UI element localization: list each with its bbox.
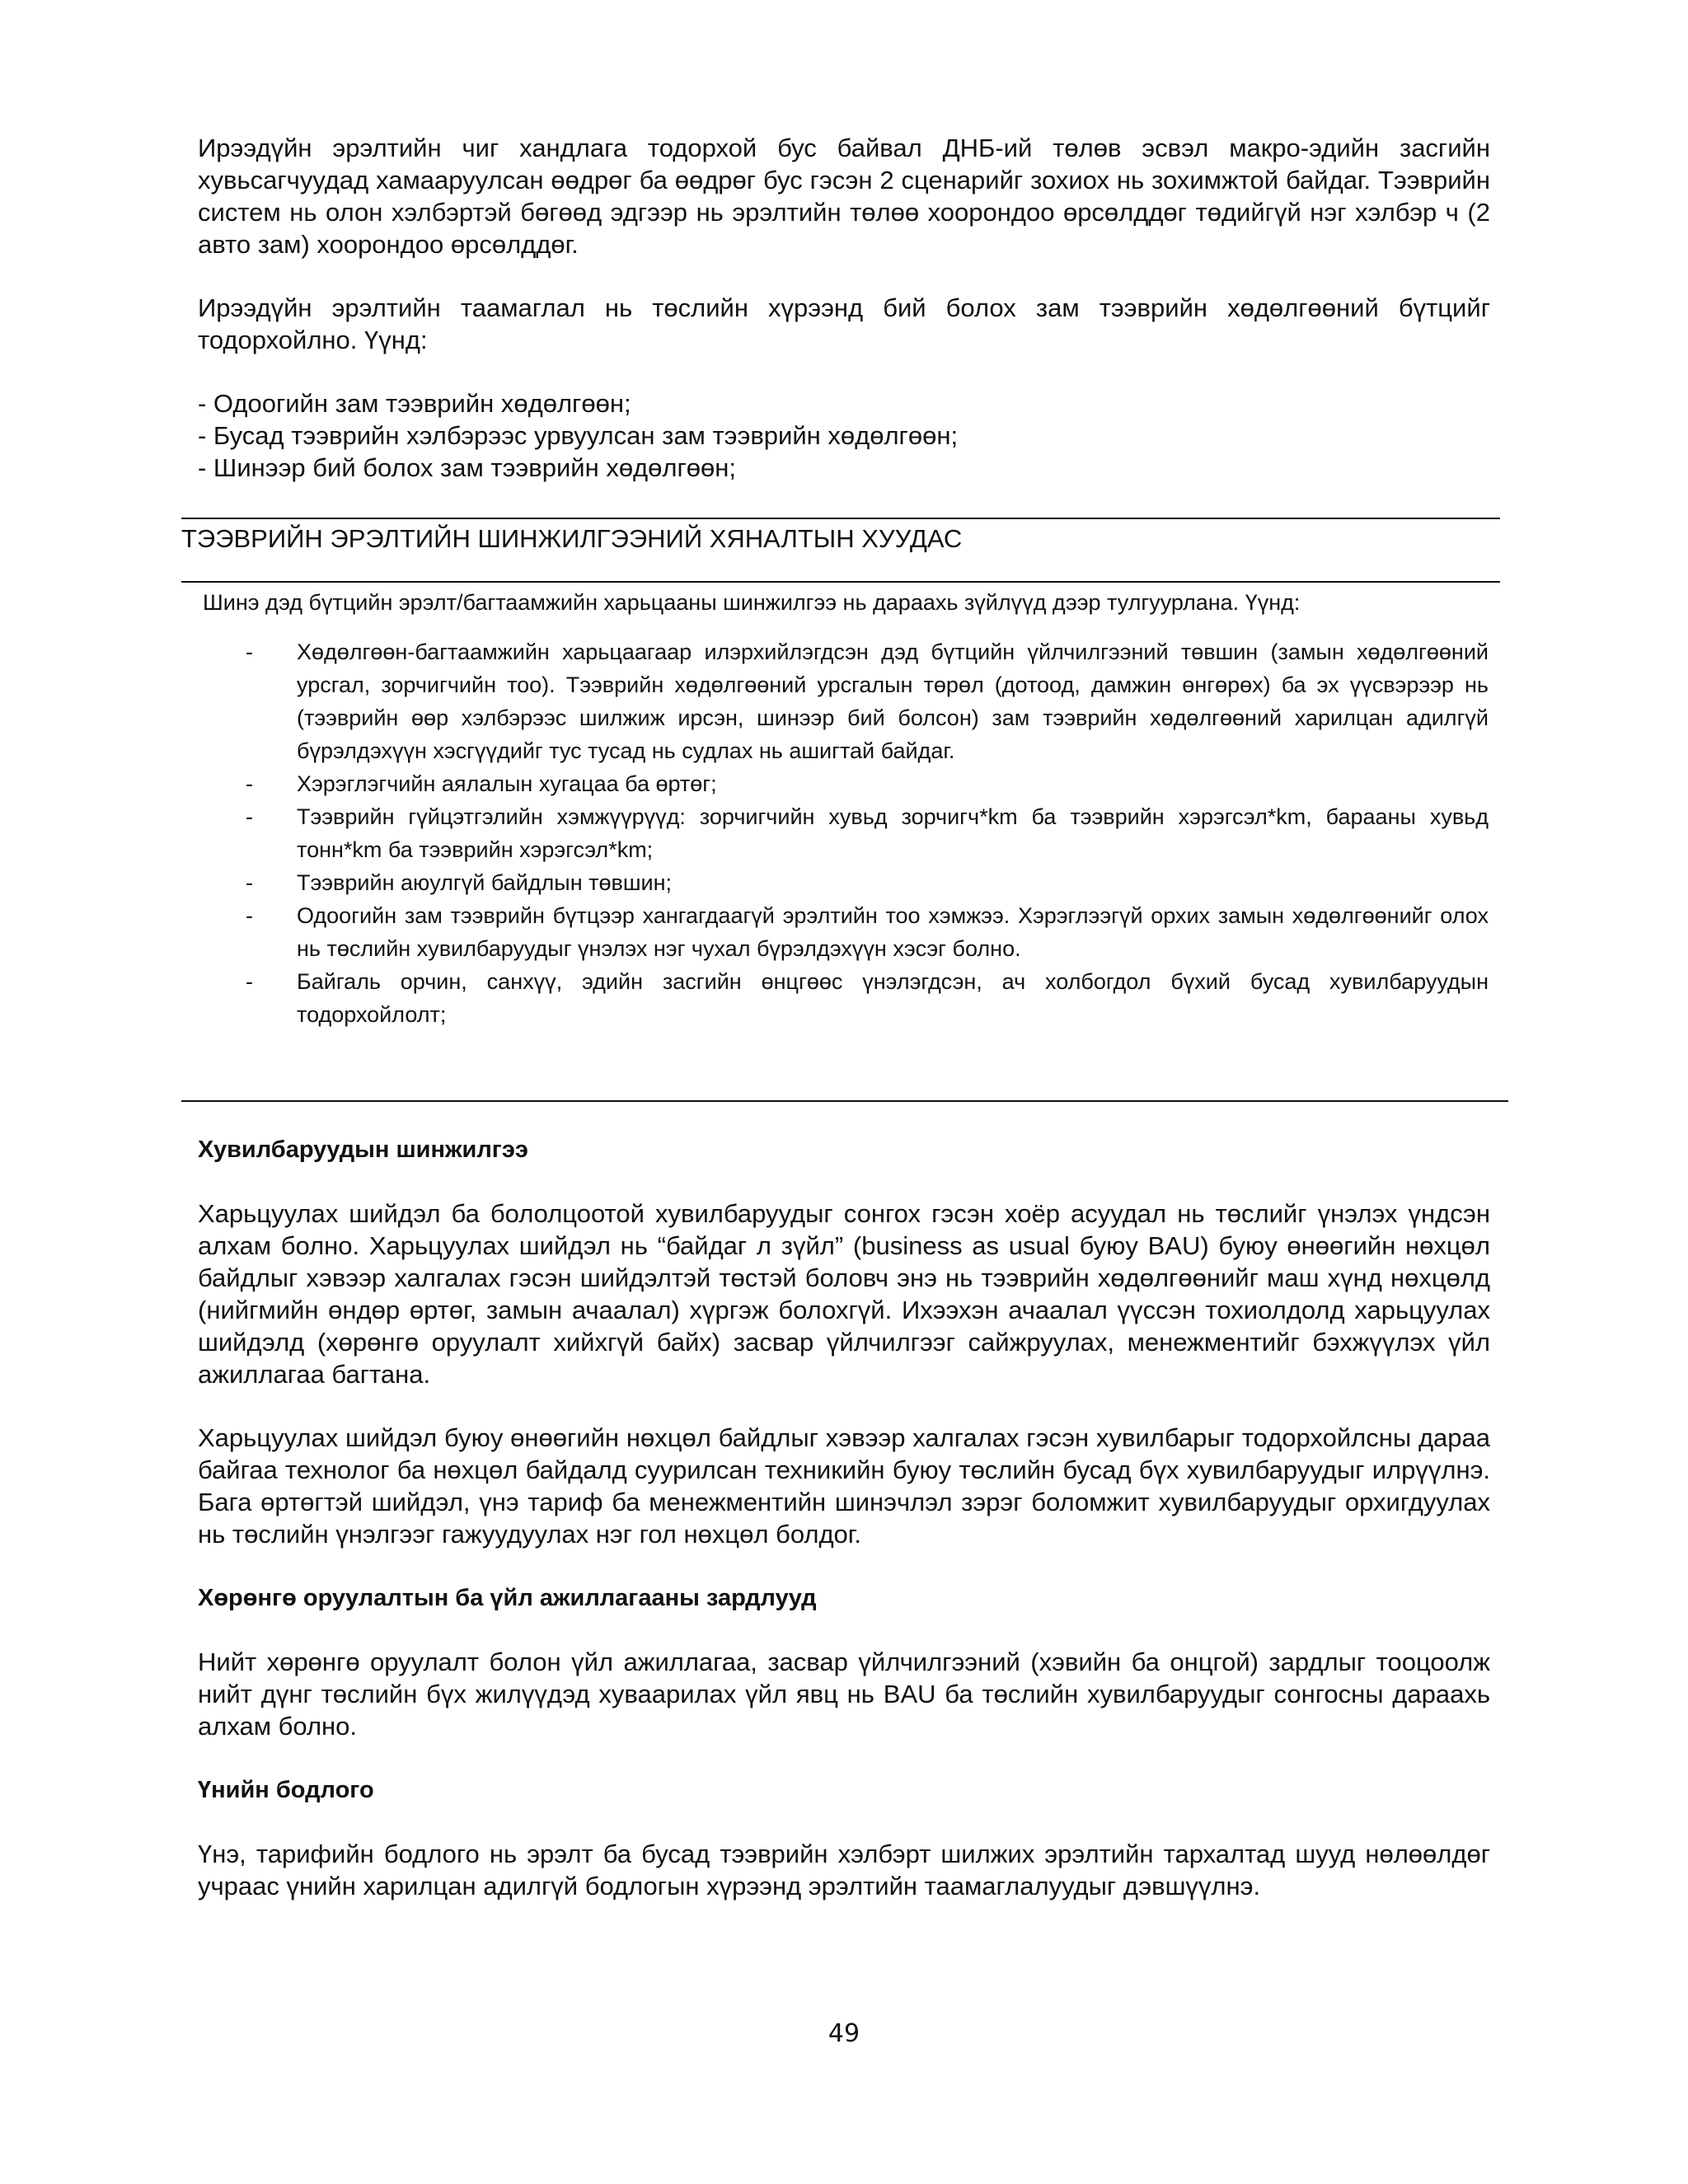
- heading-investment-costs: Хөрөнгө оруулалтын ба үйл ажиллагааны зардлууд: [198, 1585, 817, 1611]
- bullet-dash: -: [246, 804, 253, 829]
- bullet-dash: -: [246, 969, 253, 994]
- checklist-bottom-rule: [181, 1100, 1508, 1102]
- heading-pricing-policy: Үнийн бодлого: [198, 1777, 374, 1803]
- list-item: - Бусад тээврийн хэлбэрээс урвуулсан зам тээврийн хөдөлгөөн;: [198, 421, 959, 450]
- list-item: [181, 965, 1500, 1031]
- list-item: [181, 899, 1500, 965]
- paragraph-baseline-solution: Харьцуулах шийдэл ба бололцоотой хувилбаруудыг сонгох гэсэн хоёр асуудал нь төслийг үнэлэх үндсэн алхам болно. Харьцуулах шийдэл нь “байдаг л зүйл” (business as usual буюу BAU) буюу өнөөгийн нөхцөл байдлыг хэвээр халгалах гэсэн шийдэлтэй төстэй боловч энэ нь тээврийн хөдөлгөөнийг маш хүнд нөхцөлд (нийгмийн өндөр өртөг, замын ачаалал) хүргэж болохгүй. Ихээхэн ачаалал үүссэн тохиолдолд харьцуулах шийдэлд (хөрөнгө оруулалт хийхгүй байх) засвар үйлчилгээг сайжруулах, менежментийг бэхжүүлэх үйл ажиллагаа багтана.: [198, 1199, 1490, 1389]
- list-item-text: Тээврийн гүйцэтгэлийн хэмжүүрүүд: зорчигчийн хувьд зорчигч*km ба тээврийн хэрэгсэл*km, барааны хувьд тонн*km ба тээврийн хэрэгсэл*km;: [297, 804, 1489, 862]
- checklist-items: [181, 635, 1500, 1031]
- list-item: [181, 800, 1500, 866]
- paragraph-demand-forecast: Ирээдүйн эрэлтийн таамаглал нь төслийн хүрээнд бий болох зам тээврийн хөдөлгөөний бүтцийг тодорхойлно. Үүнд:: [198, 293, 1490, 354]
- list-item-text: Хэрэглэгчийн аялалын хугацаа ба өртөг;: [297, 771, 717, 796]
- list-item: [181, 767, 1500, 800]
- paragraph-pricing-policy: Үнэ, тарифийн бодлого нь эрэлт ба бусад тээврийн хэлбэрт шилжих эрэлтийн тархалтад шууд нөлөөлдөг учраас үнийн харилцан адилгүй бодлогын хүрээнд эрэлтийн таамаглалуудыг дэвшүүлнэ.: [198, 1840, 1490, 1900]
- bullet-dash: -: [246, 771, 253, 796]
- page-number: 49: [828, 2019, 860, 2048]
- list-item-text: Тээврийн аюулгүй байдлын төвшин;: [297, 870, 672, 895]
- list-item: [181, 866, 1500, 899]
- list-item-text: Байгаль орчин, санхүү, эдийн засгийн өнцгөөс үнэлэгдсэн, ач холбогдол бүхий бусад хувилбаруудын тодорхойлолт;: [297, 969, 1489, 1027]
- top-text: [198, 132, 1490, 484]
- list-item: [181, 635, 1500, 767]
- list-item-text: Хөдөлгөөн-багтаамжийн харьцаагаар илэрхийлэгдсэн дэд бүтцийн үйлчилгээний төвшин (замын хөдөлгөөний урсгал, зорчигчийн тоо). Тээврийн хөдөлгөөний урсгалын төрөл (дотоод, дамжин өнгөрөх) ба эх үүсвэрээр нь (тээврийн өөр хэлбэрээс шилжиж ирсэн, шинээр бий болсон) зам тээврийн хөдөлгөөний харилцан адилгүй бүрэлдэхүүн хэсгүүдийг тус тусад нь судлах нь ашигтай байдаг.: [297, 640, 1489, 763]
- paragraph-demand-scenarios: Ирээдүйн эрэлтийн чиг хандлага тодорхой бус байвал ДНБ-ий төлөв эсвэл макро-эдийн засгийн хувьсагчуудад хамааруулсан өөдрөг ба өөдрөг бус гэсэн 2 сценарийг зохиох нь зохимжтой байдаг. Тээврийн систем нь олон хэлбэртэй бөгөөд эдгээр нь эрэлтийн төлөө хоорондоо өрсөлддөг төдийгүй нэг хэлбэр ч (2 авто зам) хоорондоо өрсөлддөг.: [198, 134, 1490, 259]
- paragraph-alternatives: Харьцуулах шийдэл буюу өнөөгийн нөхцөл байдлыг хэвээр халгалах гэсэн хувилбарыг тодорхойлсны дараа байгаа технолог ба нөхцөл байдалд суурилсан техникийн буюу төслийн бусад бүх хувилбаруудыг илрүүлнэ. Бага өртөгтэй шийдэл, үнэ тариф ба менежментийн шинэчлэл зэрэг боломжит хувилбаруудыг орхигдуулах нь төслийн үнэлгээг гажуудуулах нэг гол нөхцөл болдог.: [198, 1423, 1490, 1549]
- bullet-dash: -: [246, 870, 253, 895]
- checklist-title: ТЭЭВРИЙН ЭРЭЛТИЙН ШИНЖИЛГЭЭНИЙ ХЯНАЛТЫН ХУУДАС: [181, 518, 1500, 555]
- checklist-box: [181, 581, 1500, 1031]
- list-item: - Шинээр бий болох зам тээврийн хөдөлгөөн;: [198, 453, 736, 482]
- bullet-dash: -: [246, 640, 253, 664]
- list-item: - Одоогийн зам тээврийн хөдөлгөөн;: [198, 389, 631, 418]
- sections: [198, 1133, 1490, 1902]
- checklist-intro: Шинэ дэд бүтцийн эрэлт/багтаамжийн харьцааны шинжилгээ нь дараахь зүйлүүд дээр тулгуурлана. Үүнд:: [203, 590, 1301, 615]
- paragraph-investment-costs: Нийт хөрөнгө оруулалт болон үйл ажиллагаа, засвар үйлчилгээний (хэвийн ба онцгой) зардлыг тооцоолж нийт дүнг төслийн бүх жилүүдэд хуваарилах үйл явц нь BAU ба төслийн хувилбаруудыг сонгосны дараахь алхам болно.: [198, 1647, 1490, 1741]
- traffic-types-list: [198, 387, 1490, 484]
- bullet-dash: -: [246, 903, 253, 928]
- list-item-text: Одоогийн зам тээврийн бүтцээр хангагдаагүй эрэлтийн тоо хэмжээ. Хэрэглээгүй орхих замын хөдөлгөөнийг олох нь төслийн хувилбаруудыг үнэлэх нэг чухал бүрэлдэхүүн хэсэг болно.: [297, 903, 1489, 961]
- heading-alternatives-analysis: Хувилбаруудын шинжилгээ: [198, 1137, 528, 1163]
